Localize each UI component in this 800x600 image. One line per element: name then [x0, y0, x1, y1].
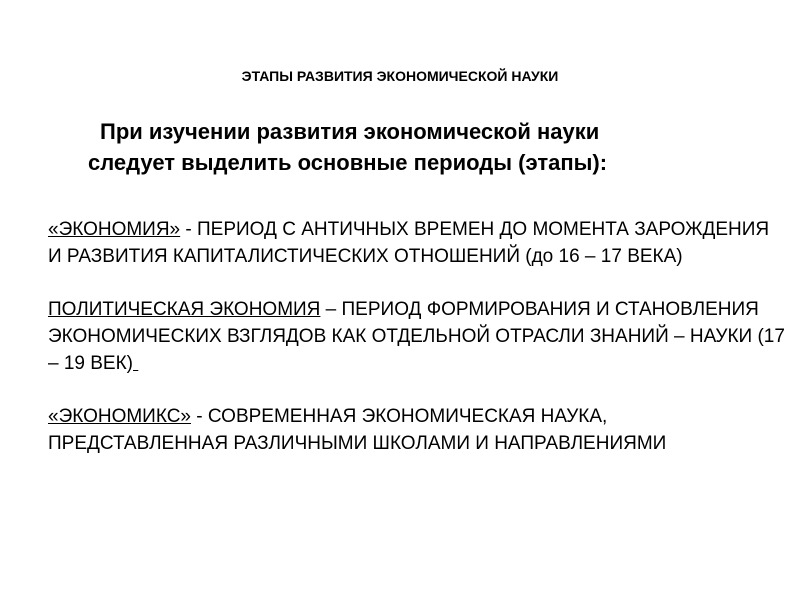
period-term: ПОЛИТИЧЕСКАЯ ЭКОНОМИЯ	[48, 299, 321, 320]
slide-title: ЭТАПЫ РАЗВИТИЯ ЭКОНОМИЧЕСКОЙ НАУКИ	[241, 68, 559, 84]
period-term: «ЭКОНОМИЯ»	[48, 219, 181, 240]
periods-list	[48, 216, 788, 483]
intro-text	[60, 116, 760, 178]
underlined-space	[133, 353, 138, 374]
period-item-ekonomiya	[48, 216, 788, 270]
period-term: «ЭКОНОМИКС»	[48, 406, 191, 427]
period-item-economics	[48, 403, 788, 457]
period-item-political-economy	[48, 296, 788, 377]
intro-line-1: При изучении развития экономической науки	[100, 119, 600, 144]
period-description: - ПЕРИОД С АНТИЧНЫХ ВРЕМЕН ДО МОМЕНТА ЗАРОЖДЕНИЯ И РАЗВИТИЯ КАПИТАЛИСТИЧЕСКИХ ОТНОШЕНИЙ (до 16 – 17 ВЕКА)	[48, 219, 770, 267]
period-description: - СОВРЕМЕННАЯ ЭКОНОМИЧЕСКАЯ НАУКА, ПРЕДСТАВЛЕННАЯ РАЗЛИЧНЫМИ ШКОЛАМИ И НАПРАВЛЕНИЯМИ	[48, 406, 667, 454]
intro-line-2: следует выделить основные периоды (этапы):	[88, 150, 608, 175]
period-description: – ПЕРИОД ФОРМИРОВАНИЯ И СТАНОВЛЕНИЯ ЭКОНОМИЧЕСКИХ ВЗГЛЯДОВ КАК ОТДЕЛЬНОЙ ОТРАСЛИ ЗНАНИЙ – НАУКИ (17 – 19 ВЕК)	[48, 299, 785, 374]
